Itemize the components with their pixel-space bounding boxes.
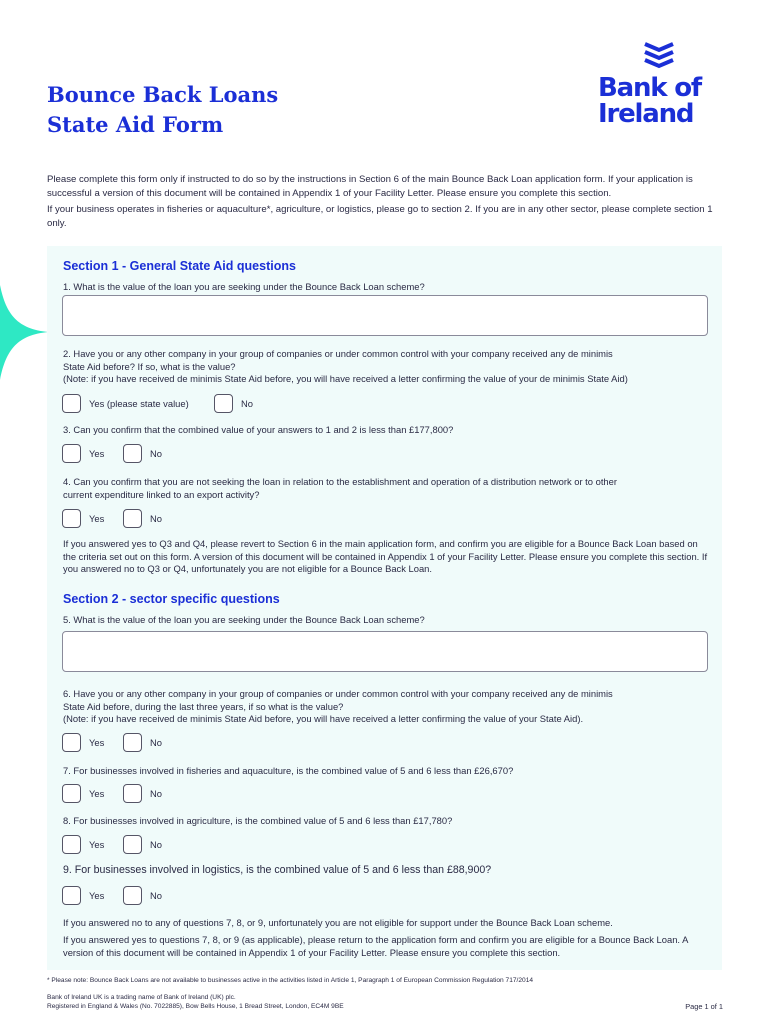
- q9-yes-checkbox[interactable]: [62, 886, 81, 905]
- logo-chevrons-icon: [598, 42, 723, 72]
- q6-no-option[interactable]: [123, 733, 162, 752]
- q2-no-checkbox[interactable]: [214, 394, 233, 413]
- q2-line-1: 2. Have you or any other company in your group of companies or under common control with your company received any de minimis: [63, 348, 613, 359]
- q4-yes-label: Yes: [89, 513, 105, 524]
- q2-no-option[interactable]: [214, 394, 253, 413]
- section-2-note-1: If you answered no to any of questions 7, 8, or 9, unfortunately you are not eligible for support under the Bounce Back Loan scheme.: [63, 917, 613, 928]
- section-1-note: If you answered yes to Q3 and Q4, please revert to Section 6 in the main application form, and confirm you are eligible for a Bounce Back Loan based on the criteria set out on this form. A version of this document will be contained in Appendix 1 of your Facility Letter. Please ensure you complete this section. If you answered no to Q3 or Q4, unfortunately you are not eligible for a Bounce Back Loan.: [63, 538, 708, 574]
- section-2-heading: Section 2 - sector specific questions: [63, 592, 280, 606]
- question-7: 7. For businesses involved in fisheries and aquaculture, is the combined value of 5 and 6 less than £26,670?: [63, 765, 514, 776]
- q6-yes-option[interactable]: [62, 733, 104, 752]
- q6-line-1: 6. Have you or any other company in your group of companies or under common control with your company received any de minimis: [63, 688, 613, 699]
- q6-no-label: No: [150, 737, 162, 748]
- intro-paragraph-1: Please complete this form only if instructed to do so by the instructions in Section 6 of the main Bounce Back Loan application form. If your application is successful a version of this document will be contained in Appendix 1 of your Facility Letter. Please ensure you complete this section.: [47, 174, 693, 199]
- footnote: * Please note: Bounce Back Loans are not available to businesses active in the activities listed in Article 1, Paragraph 1 of European Commission Regulation 717/2014: [47, 977, 534, 984]
- q3-yes-option[interactable]: [62, 444, 104, 463]
- logo-wordmark: [598, 75, 701, 127]
- intro-paragraph-2: If your business operates in fisheries or aquaculture*, agriculture, or logistics, please go to section 2. If you are in any other sector, please complete section 1 only.: [47, 204, 713, 229]
- question-2: [63, 348, 713, 386]
- q3-yes-label: Yes: [89, 448, 105, 459]
- q2-line-3: (Note: if you have received de minimis State Aid before, you will have received a letter confirming the value of your de minimis State Aid): [63, 373, 628, 384]
- q9-yes-option[interactable]: [62, 886, 104, 905]
- q8-no-option[interactable]: [123, 835, 162, 854]
- question-9: 9. For businesses involved in logistics, is the combined value of 5 and 6 less than £88,900?: [63, 864, 492, 876]
- q7-yes-option[interactable]: [62, 784, 104, 803]
- q8-yes-option[interactable]: [62, 835, 104, 854]
- q9-no-checkbox[interactable]: [123, 886, 142, 905]
- question-3: 3. Can you confirm that the combined value of your answers to 1 and 2 is less than £177,800?: [63, 424, 454, 435]
- decorative-star-icon: [0, 285, 48, 380]
- q7-yes-label: Yes: [89, 788, 105, 799]
- footer-line-1: Bank of Ireland UK is a trading name of Bank of Ireland (UK) plc.: [47, 994, 236, 1001]
- question-1: 1. What is the value of the loan you are seeking under the Bounce Back Loan scheme?: [63, 281, 425, 292]
- title-line-1: Bounce Back Loans: [47, 82, 279, 107]
- q8-no-checkbox[interactable]: [123, 835, 142, 854]
- question-4: [63, 476, 713, 501]
- q2-yes-label: Yes (please state value): [89, 398, 189, 409]
- q2-yes-option[interactable]: [62, 394, 189, 413]
- q4-no-checkbox[interactable]: [123, 509, 142, 528]
- q4-no-option[interactable]: [123, 509, 162, 528]
- q9-no-label: No: [150, 890, 162, 901]
- logo-line-2: Ireland: [598, 99, 694, 129]
- section-1-heading: Section 1 - General State Aid questions: [63, 259, 296, 273]
- q3-no-option[interactable]: [123, 444, 162, 463]
- q6-line-3: (Note: if you have received de minimis State Aid before, you will have received a letter confirming the value of your State Aid).: [63, 713, 584, 724]
- question-5: 5. What is the value of the loan you are seeking under the Bounce Back Loan scheme?: [63, 614, 425, 625]
- question-6: [63, 688, 713, 726]
- page-number: Page 1 of 1: [685, 1002, 723, 1011]
- q8-yes-label: Yes: [89, 839, 105, 850]
- q5-answer-input[interactable]: [62, 631, 708, 672]
- question-8: 8. For businesses involved in agriculture, is the combined value of 5 and 6 less than £17,780?: [63, 815, 453, 826]
- q6-line-2: State Aid before, during the last three years, if so what is the value?: [63, 700, 344, 712]
- q2-yes-checkbox[interactable]: [62, 394, 81, 413]
- q9-no-option[interactable]: [123, 886, 162, 905]
- q2-no-label: No: [241, 398, 253, 409]
- q4-yes-option[interactable]: [62, 509, 104, 528]
- q4-yes-checkbox[interactable]: [62, 509, 81, 528]
- q3-no-label: No: [150, 448, 162, 459]
- q7-no-checkbox[interactable]: [123, 784, 142, 803]
- footer-line-2: Registered in England & Wales (No. 7022885), Bow Bells House, 1 Bread Street, London, EC4M 9BE: [47, 1003, 344, 1010]
- q4-line-2: current expenditure linked to an export activity?: [63, 488, 260, 500]
- q7-yes-checkbox[interactable]: [62, 784, 81, 803]
- form-title: [47, 80, 278, 140]
- q7-no-label: No: [150, 788, 162, 799]
- q8-no-label: No: [150, 839, 162, 850]
- section-2-note-2: If you answered yes to questions 7, 8, or 9 (as applicable), please return to the application form and confirm you are eligible for a Bounce Back Loan. A version of this document will be contained in Appendix 1 of your Facility Letter. Please ensure you complete this section.: [63, 934, 688, 958]
- q4-line-1: 4. Can you confirm that you are not seeking the loan in relation to the establishment and operation of a distribution network or to other: [63, 476, 617, 487]
- logo-line-1: Bank of: [598, 73, 701, 103]
- q6-yes-checkbox[interactable]: [62, 733, 81, 752]
- q3-no-checkbox[interactable]: [123, 444, 142, 463]
- q6-no-checkbox[interactable]: [123, 733, 142, 752]
- q8-yes-checkbox[interactable]: [62, 835, 81, 854]
- title-line-2: State Aid Form: [47, 112, 224, 137]
- q1-answer-input[interactable]: [62, 295, 708, 336]
- q2-line-2: State Aid before? If so, what is the value?: [63, 360, 236, 372]
- q4-no-label: No: [150, 513, 162, 524]
- q6-yes-label: Yes: [89, 737, 105, 748]
- q9-yes-label: Yes: [89, 890, 105, 901]
- q3-yes-checkbox[interactable]: [62, 444, 81, 463]
- q7-no-option[interactable]: [123, 784, 162, 803]
- bank-logo: [598, 42, 723, 137]
